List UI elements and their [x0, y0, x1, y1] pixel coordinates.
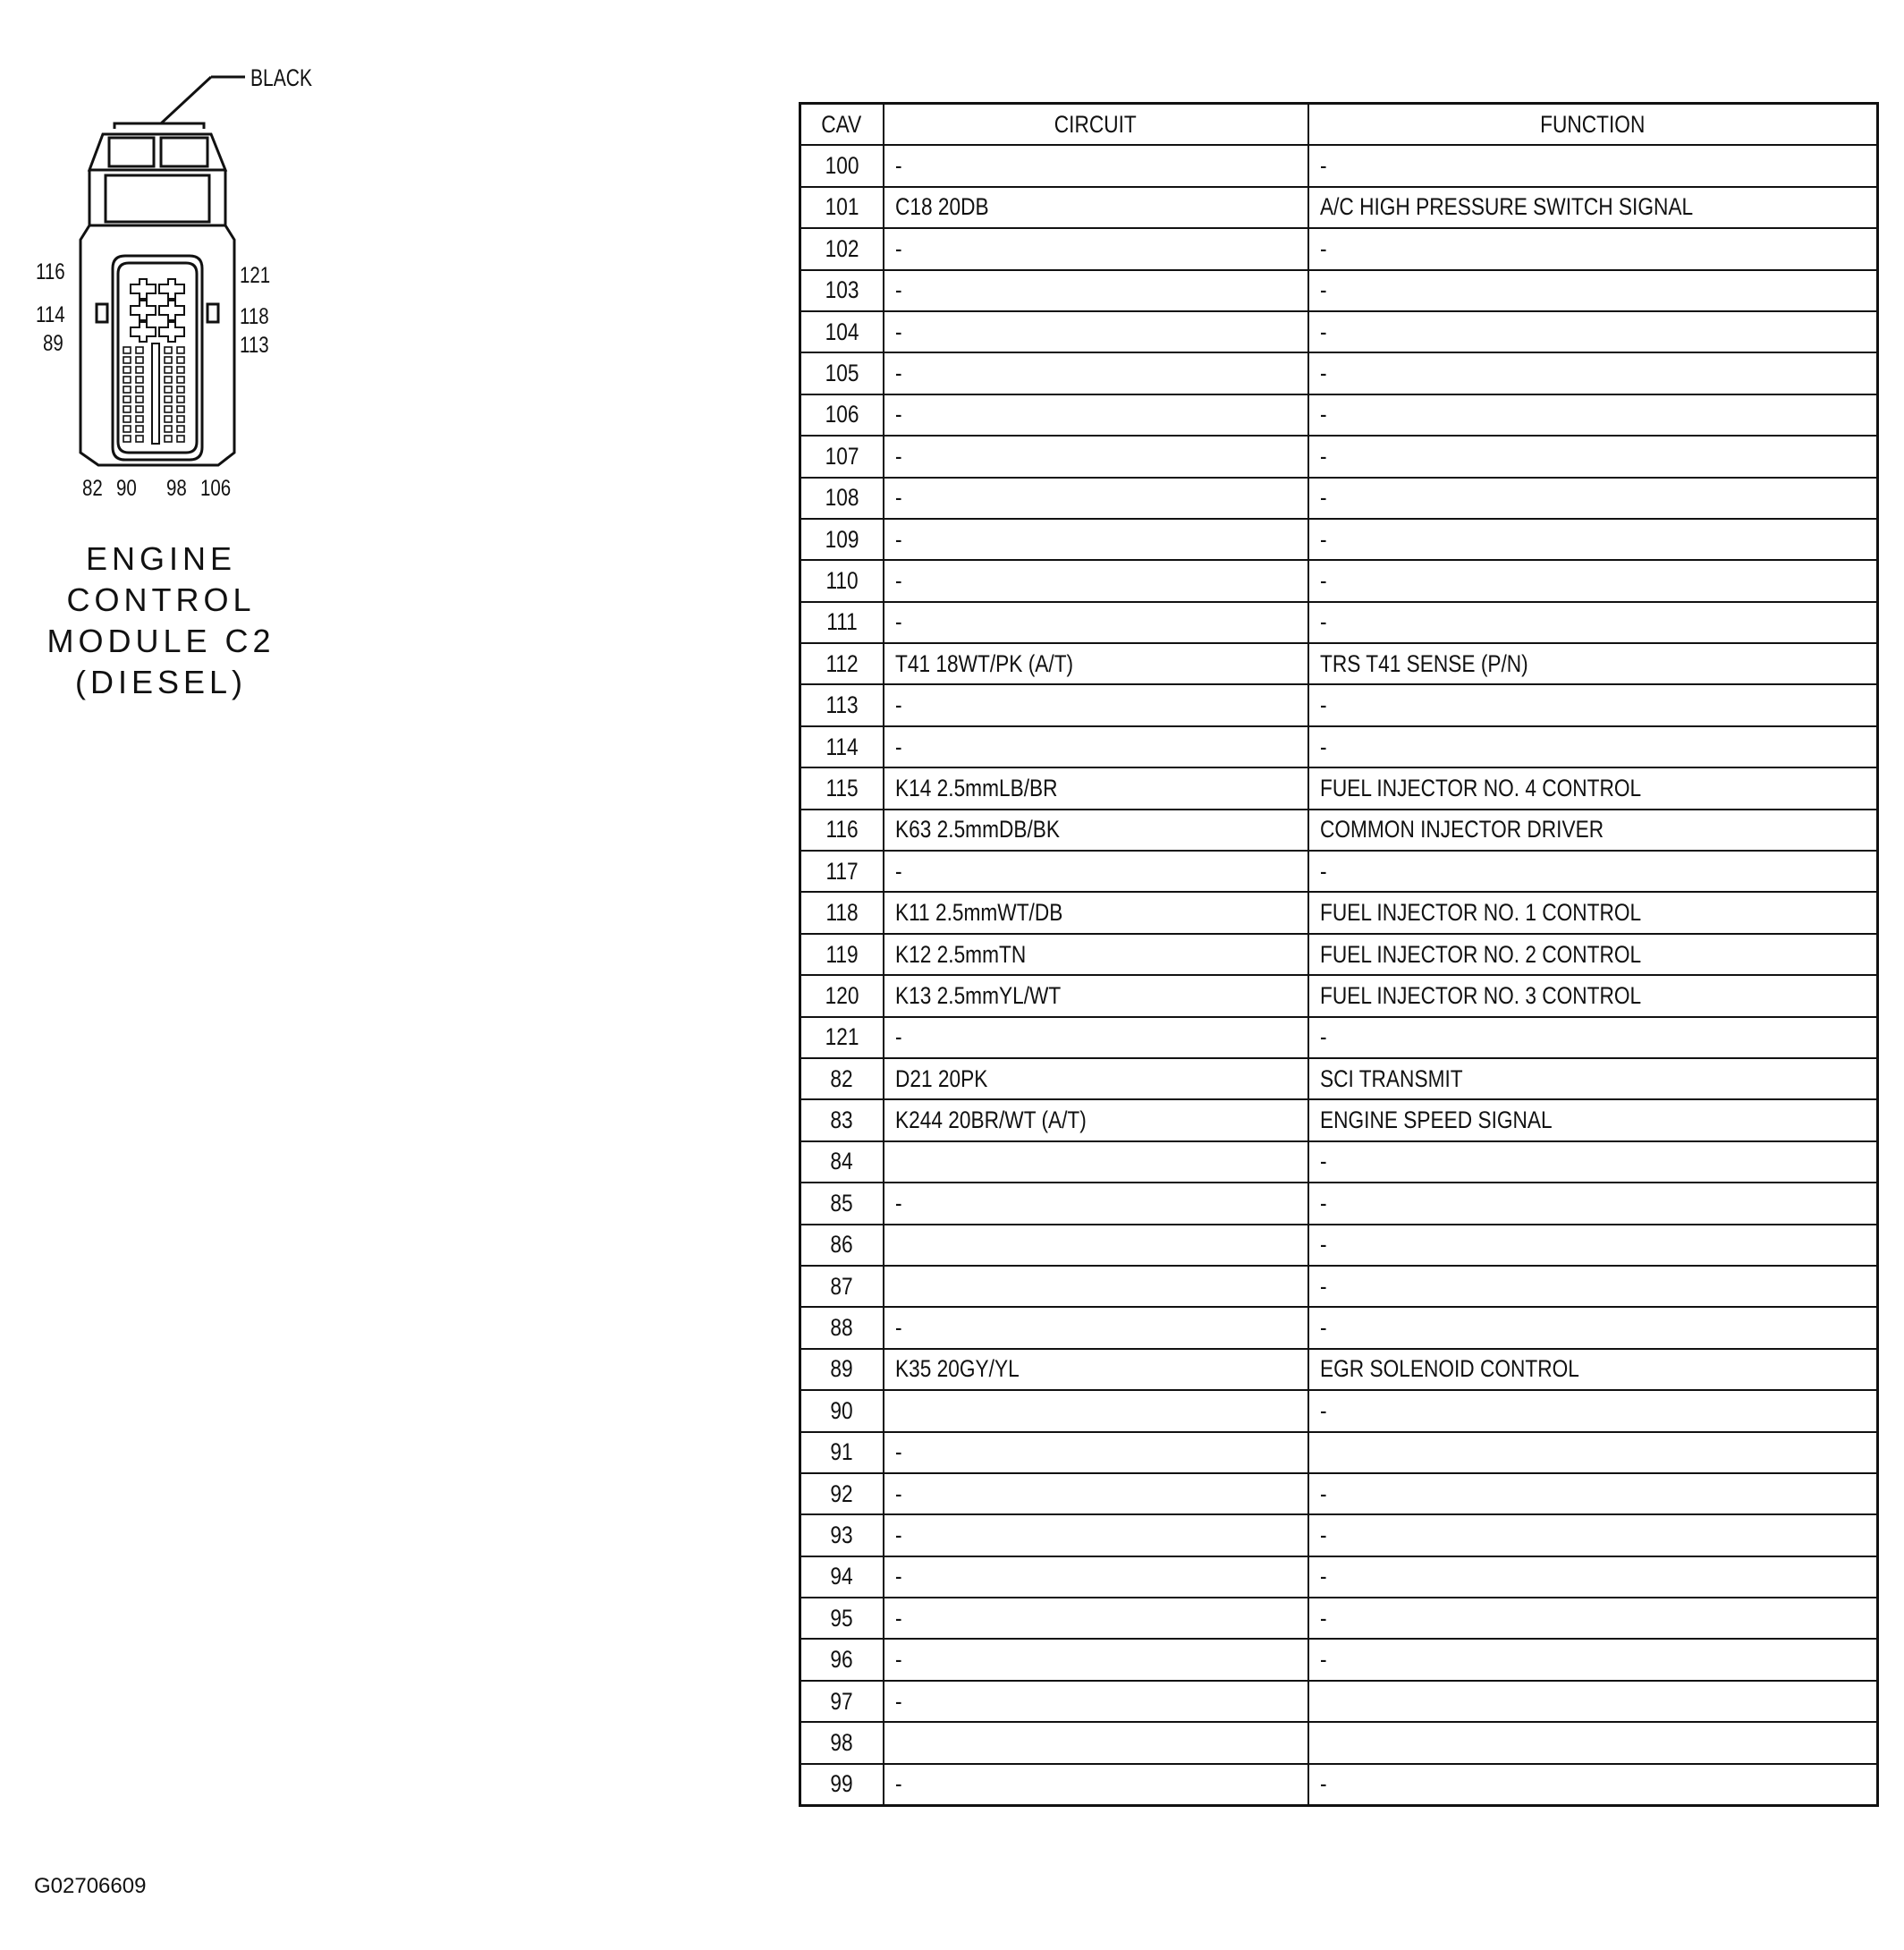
function-cell: FUEL INJECTOR NO. 3 CONTROL — [1308, 975, 1878, 1016]
table-row — [800, 934, 1878, 975]
cav-cell: 92 — [800, 1473, 884, 1514]
pin-label-mid-left-1: 114 — [36, 302, 65, 327]
cav-cell: 109 — [800, 519, 884, 560]
cav-cell: 103 — [800, 270, 884, 311]
header-function: FUNCTION — [1308, 104, 1878, 146]
cav-cell: 82 — [800, 1058, 884, 1099]
function-cell: - — [1308, 1598, 1878, 1639]
signal-terminal — [136, 416, 143, 422]
signal-terminal — [123, 426, 131, 432]
circuit-cell: - — [884, 394, 1308, 436]
table-row — [800, 1432, 1878, 1473]
cav-cell: 118 — [800, 892, 884, 933]
circuit-cell: - — [884, 560, 1308, 601]
signal-terminal — [177, 406, 184, 412]
circuit-cell: - — [884, 1681, 1308, 1722]
cav-cell: 96 — [800, 1639, 884, 1680]
table-row — [800, 311, 1878, 352]
function-cell: COMMON INJECTOR DRIVER — [1308, 810, 1878, 851]
function-cell: - — [1308, 352, 1878, 394]
function-cell: - — [1308, 1639, 1878, 1680]
circuit-cell: - — [884, 1183, 1308, 1224]
connector-title-line: (DIESEL) — [74, 664, 248, 700]
circuit-cell — [884, 1390, 1308, 1431]
cav-cell: 84 — [800, 1141, 884, 1183]
table-row — [800, 1183, 1878, 1224]
function-cell — [1308, 1681, 1878, 1722]
table-row — [800, 478, 1878, 519]
function-cell: SCI TRANSMIT — [1308, 1058, 1878, 1099]
table-row — [800, 436, 1878, 477]
signal-terminal — [123, 357, 131, 363]
circuit-cell: - — [884, 1017, 1308, 1058]
signal-terminal — [136, 406, 143, 412]
cav-cell: 119 — [800, 934, 884, 975]
cav-cell: 111 — [800, 602, 884, 643]
table-row — [800, 643, 1878, 684]
signal-terminal — [123, 367, 131, 373]
table-row — [800, 519, 1878, 560]
cav-cell: 121 — [800, 1017, 884, 1058]
pin-label-mid-right-2: 113 — [240, 333, 269, 358]
cav-cell: 101 — [800, 187, 884, 228]
circuit-cell: - — [884, 1598, 1308, 1639]
figure-id: G02706609 — [34, 1874, 147, 1898]
circuit-cell — [884, 1141, 1308, 1183]
function-cell: - — [1308, 1307, 1878, 1348]
signal-terminal — [177, 436, 184, 442]
signal-terminal — [136, 396, 143, 403]
signal-terminal — [136, 367, 143, 373]
function-cell: - — [1308, 1266, 1878, 1307]
signal-terminal — [177, 416, 184, 422]
function-cell: A/C HIGH PRESSURE SWITCH SIGNAL — [1308, 187, 1878, 228]
circuit-cell: - — [884, 1639, 1308, 1680]
signal-terminal — [165, 426, 172, 432]
connector-upper-slot-right — [161, 138, 207, 166]
cav-cell: 88 — [800, 1307, 884, 1348]
function-cell: TRS T41 SENSE (P/N) — [1308, 643, 1878, 684]
connector-title-line: ENGINE — [85, 540, 237, 577]
signal-terminal — [165, 357, 172, 363]
table-row — [800, 1764, 1878, 1806]
signal-terminal — [136, 436, 143, 442]
cav-cell: 85 — [800, 1183, 884, 1224]
function-cell: - — [1308, 1473, 1878, 1514]
connector-color-label: BLACK — [250, 64, 313, 91]
signal-terminal — [165, 367, 172, 373]
function-cell: - — [1308, 436, 1878, 477]
connector-title-line: MODULE C2 — [47, 623, 275, 659]
signal-terminal — [123, 377, 131, 383]
cav-cell: 110 — [800, 560, 884, 601]
circuit-cell: K35 20GY/YL — [884, 1349, 1308, 1390]
circuit-cell: - — [884, 519, 1308, 560]
function-cell: ENGINE SPEED SIGNAL — [1308, 1099, 1878, 1140]
cav-cell: 113 — [800, 684, 884, 725]
pin-label-mid-left-2: 89 — [43, 331, 63, 356]
signal-terminal — [165, 396, 172, 403]
function-cell: - — [1308, 145, 1878, 186]
function-cell: - — [1308, 1183, 1878, 1224]
table-row — [800, 352, 1878, 394]
connector-housing — [80, 225, 234, 465]
table-row — [800, 892, 1878, 933]
function-cell: - — [1308, 851, 1878, 892]
cav-cell: 104 — [800, 311, 884, 352]
table-row — [800, 684, 1878, 725]
signal-terminal — [165, 406, 172, 412]
function-cell: - — [1308, 1556, 1878, 1598]
power-terminal — [159, 322, 184, 342]
function-cell: FUEL INJECTOR NO. 2 CONTROL — [1308, 934, 1878, 975]
table-row — [800, 1266, 1878, 1307]
cav-cell: 83 — [800, 1099, 884, 1140]
cav-cell: 87 — [800, 1266, 884, 1307]
signal-terminal — [123, 386, 131, 393]
signal-terminal — [123, 416, 131, 422]
pin-label-top-right: 121 — [240, 263, 271, 288]
cav-cell: 107 — [800, 436, 884, 477]
table-row — [800, 1225, 1878, 1266]
circuit-cell: - — [884, 602, 1308, 643]
function-cell: - — [1308, 1764, 1878, 1806]
table-row — [800, 1473, 1878, 1514]
table-row — [800, 1141, 1878, 1183]
function-cell: FUEL INJECTOR NO. 4 CONTROL — [1308, 767, 1878, 809]
cav-cell: 112 — [800, 643, 884, 684]
table-row — [800, 187, 1878, 228]
signal-terminal — [165, 377, 172, 383]
cav-cell: 116 — [800, 810, 884, 851]
cav-cell: 100 — [800, 145, 884, 186]
signal-terminal — [165, 347, 172, 353]
circuit-cell: - — [884, 684, 1308, 725]
circuit-cell: - — [884, 311, 1308, 352]
pin-label-bottom-3: 98 — [166, 476, 187, 501]
function-cell: - — [1308, 228, 1878, 269]
pinout-table — [799, 102, 1879, 1807]
circuit-cell: C18 20DB — [884, 187, 1308, 228]
cav-cell: 115 — [800, 767, 884, 809]
circuit-cell: K14 2.5mmLB/BR — [884, 767, 1308, 809]
circuit-cell: D21 20PK — [884, 1058, 1308, 1099]
signal-terminal — [136, 357, 143, 363]
circuit-cell: - — [884, 726, 1308, 767]
function-cell: - — [1308, 726, 1878, 767]
circuit-cell: - — [884, 1514, 1308, 1556]
circuit-cell: - — [884, 1764, 1308, 1806]
pin-label-bottom-4: 106 — [200, 476, 232, 501]
table-row — [800, 1514, 1878, 1556]
table-row — [800, 145, 1878, 186]
power-terminal — [159, 301, 184, 320]
circuit-cell: - — [884, 270, 1308, 311]
table-row — [800, 1307, 1878, 1348]
table-row — [800, 1556, 1878, 1598]
signal-terminal — [165, 386, 172, 393]
function-cell: - — [1308, 560, 1878, 601]
circuit-cell: K11 2.5mmWT/DB — [884, 892, 1308, 933]
function-cell: - — [1308, 478, 1878, 519]
table-header-row — [800, 104, 1878, 146]
circuit-cell: - — [884, 1473, 1308, 1514]
circuit-cell: - — [884, 851, 1308, 892]
signal-terminal — [177, 367, 184, 373]
header-cav: CAV — [800, 104, 884, 146]
cav-cell: 98 — [800, 1722, 884, 1763]
cav-cell: 86 — [800, 1225, 884, 1266]
cav-cell: 120 — [800, 975, 884, 1016]
function-cell: - — [1308, 684, 1878, 725]
pin-label-top-left: 116 — [36, 259, 65, 284]
circuit-cell: K244 20BR/WT (A/T) — [884, 1099, 1308, 1140]
cav-cell: 91 — [800, 1432, 884, 1473]
circuit-cell: K12 2.5mmTN — [884, 934, 1308, 975]
table-row — [800, 1598, 1878, 1639]
circuit-cell: - — [884, 352, 1308, 394]
power-terminal — [131, 322, 156, 342]
function-cell: - — [1308, 311, 1878, 352]
table-row — [800, 1681, 1878, 1722]
cav-cell: 95 — [800, 1598, 884, 1639]
circuit-cell: - — [884, 1556, 1308, 1598]
connector-rib-right — [207, 304, 218, 322]
circuit-cell: - — [884, 145, 1308, 186]
table-row — [800, 560, 1878, 601]
table-row — [800, 851, 1878, 892]
signal-terminal — [123, 347, 131, 353]
signal-terminal — [123, 406, 131, 412]
circuit-cell: - — [884, 228, 1308, 269]
function-cell: FUEL INJECTOR NO. 1 CONTROL — [1308, 892, 1878, 933]
power-terminal — [159, 279, 184, 299]
function-cell — [1308, 1432, 1878, 1473]
function-cell: - — [1308, 1514, 1878, 1556]
signal-terminal — [177, 347, 184, 353]
circuit-cell: - — [884, 1307, 1308, 1348]
function-cell: - — [1308, 602, 1878, 643]
function-cell: EGR SOLENOID CONTROL — [1308, 1349, 1878, 1390]
connector-title-line: CONTROL — [66, 581, 256, 618]
signal-terminal — [165, 416, 172, 422]
connector-title — [27, 538, 295, 703]
connector-rib-left — [97, 304, 107, 322]
signal-terminal — [177, 396, 184, 403]
function-cell: - — [1308, 1141, 1878, 1183]
cav-cell: 93 — [800, 1514, 884, 1556]
table-row — [800, 1639, 1878, 1680]
cav-cell: 99 — [800, 1764, 884, 1806]
connector-face-outer — [113, 256, 202, 460]
circuit-cell: K63 2.5mmDB/BK — [884, 810, 1308, 851]
connector-upper-slot-left — [109, 138, 154, 166]
header-circuit: CIRCUIT — [884, 104, 1308, 146]
signal-terminal — [136, 386, 143, 393]
table-row — [800, 726, 1878, 767]
connector-top-latch — [114, 123, 204, 129]
table-row — [800, 1390, 1878, 1431]
table-row — [800, 270, 1878, 311]
pin-label-mid-right-1: 118 — [240, 304, 269, 329]
cav-cell: 117 — [800, 851, 884, 892]
table-row — [800, 1722, 1878, 1763]
pin-label-bottom-2: 90 — [116, 476, 137, 501]
table-row — [800, 394, 1878, 436]
table-row — [800, 810, 1878, 851]
circuit-cell: - — [884, 1432, 1308, 1473]
cav-cell: 106 — [800, 394, 884, 436]
signal-terminal — [165, 436, 172, 442]
power-terminal — [131, 301, 156, 320]
circuit-cell — [884, 1266, 1308, 1307]
circuit-cell: K13 2.5mmYL/WT — [884, 975, 1308, 1016]
function-cell — [1308, 1722, 1878, 1763]
table-row — [800, 975, 1878, 1016]
connector-center-key — [152, 343, 159, 444]
cav-cell: 89 — [800, 1349, 884, 1390]
signal-terminal — [177, 377, 184, 383]
signal-terminal — [136, 377, 143, 383]
table-row — [800, 1017, 1878, 1058]
signal-terminal — [177, 386, 184, 393]
table-row — [800, 1349, 1878, 1390]
connector-neck — [89, 170, 225, 225]
connector-neck-window — [106, 175, 209, 222]
function-cell: - — [1308, 1225, 1878, 1266]
pin-label-bottom-1: 82 — [82, 476, 103, 501]
cav-cell: 114 — [800, 726, 884, 767]
signal-terminal — [177, 426, 184, 432]
circuit-cell: - — [884, 478, 1308, 519]
cav-cell: 105 — [800, 352, 884, 394]
function-cell: - — [1308, 1017, 1878, 1058]
table-row — [800, 767, 1878, 809]
cav-cell: 94 — [800, 1556, 884, 1598]
circuit-cell: T41 18WT/PK (A/T) — [884, 643, 1308, 684]
cav-cell: 97 — [800, 1681, 884, 1722]
circuit-cell — [884, 1225, 1308, 1266]
circuit-cell: - — [884, 436, 1308, 477]
signal-terminal — [136, 347, 143, 353]
table-row — [800, 1058, 1878, 1099]
function-cell: - — [1308, 519, 1878, 560]
table-row — [800, 1099, 1878, 1140]
cav-cell: 108 — [800, 478, 884, 519]
power-terminal — [131, 279, 156, 299]
function-cell: - — [1308, 1390, 1878, 1431]
cav-cell: 102 — [800, 228, 884, 269]
table-row — [800, 228, 1878, 269]
table-row — [800, 602, 1878, 643]
black-arrow-line — [161, 77, 211, 123]
signal-terminal — [136, 426, 143, 432]
signal-terminal — [123, 436, 131, 442]
function-cell: - — [1308, 270, 1878, 311]
cav-cell: 90 — [800, 1390, 884, 1431]
circuit-cell — [884, 1722, 1308, 1763]
signal-terminal — [123, 396, 131, 403]
signal-terminal — [177, 357, 184, 363]
function-cell: - — [1308, 394, 1878, 436]
